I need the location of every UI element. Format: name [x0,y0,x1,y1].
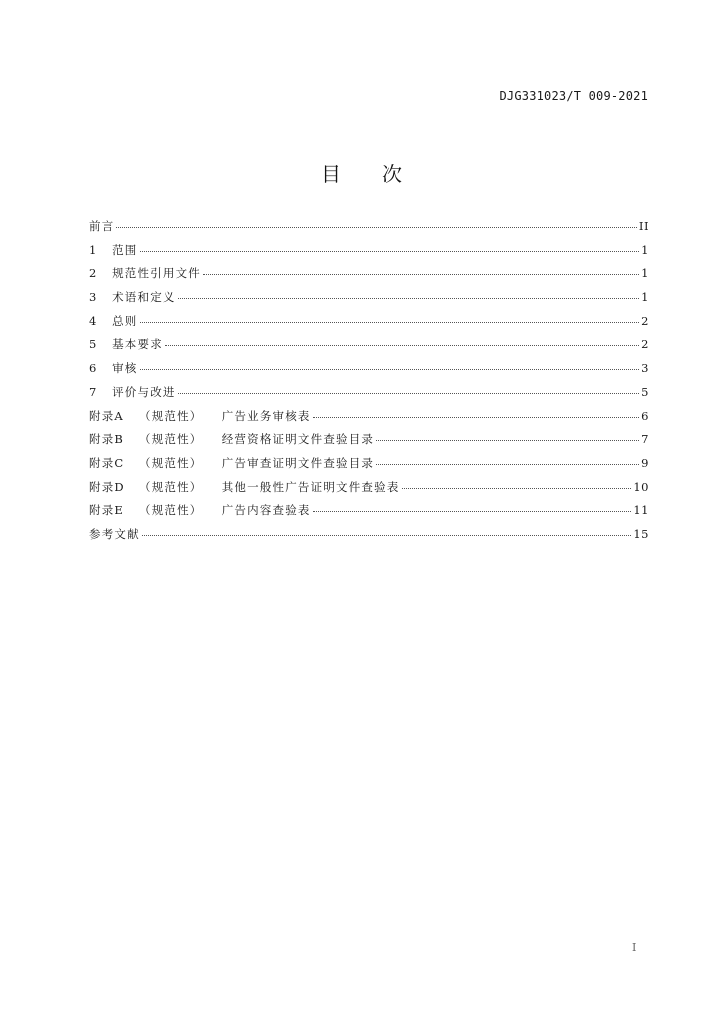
toc-entry-text: 其他一般性广告证明文件查验表 [221,479,400,494]
toc-entry-5[interactable] [89,336,649,360]
toc-entry-appendix-b[interactable] [89,431,649,455]
toc-entry-1[interactable] [89,242,649,266]
toc-entry-number: 6 [89,361,98,376]
toc-entry-page: 2 [641,313,649,328]
toc-leader-dots [142,525,632,536]
toc-entry-appendix-e[interactable] [89,502,649,526]
toc-entry-3[interactable] [89,289,649,313]
toc-entry-text: 总则 [112,313,138,328]
toc-entry-page: 2 [641,337,649,352]
toc-entry-number: 3 [89,290,98,305]
toc-entry-page: 9 [641,455,649,470]
toc-leader-dots [402,478,632,489]
toc-leader-dots [178,383,640,394]
toc-leader-dots [140,359,640,370]
toc-entry-references[interactable] [89,526,649,550]
toc-title [0,158,724,187]
toc-entry-text: 广告业务审核表 [221,408,311,423]
toc-entry-page: 5 [641,384,649,399]
toc-entry-number: 5 [89,337,98,352]
toc-leader-dots [203,264,639,275]
toc-entry-page: 1 [641,266,649,281]
toc-entry-2[interactable] [89,265,649,289]
toc-entry-label: 前言 [89,219,115,233]
appendix-tag: 附录D [89,479,125,494]
toc-entry-label [89,384,176,400]
toc-entry-text: 广告审查证明文件查验目录 [221,455,375,470]
appendix-tag: 附录B [89,432,125,447]
toc-leader-dots [376,454,639,465]
toc-title-part2: 次 [382,162,403,186]
page-number: I [632,941,637,954]
appendix-tag: 附录C [89,455,125,470]
toc-leader-dots [140,241,640,252]
appendix-nature: （规范性） [139,455,203,470]
appendix-tag: 附录A [89,408,124,423]
toc-leader-dots [376,430,639,441]
toc-entry-number: 1 [89,242,98,257]
toc-entry-label [89,242,138,258]
appendix-nature: （规范性） [139,432,203,447]
toc-entry-page: 11 [633,503,649,518]
toc-entry-number: 4 [89,313,98,328]
toc-entry-label [89,289,176,305]
toc-title-part1: 目 [321,162,342,186]
toc-entry-label: 参考文献 [89,526,140,541]
toc-entry-page: 6 [641,408,649,423]
toc-leader-dots [116,217,637,228]
toc-entry-page: 10 [633,479,649,494]
toc-entry-text: 评价与改进 [112,384,176,399]
toc-leader-dots [313,407,640,418]
toc-entry-number: 2 [89,266,98,281]
toc-entry-text: 范围 [112,242,138,257]
toc-entry-text: 规范性引用文件 [112,266,202,281]
toc-entry-number: 7 [89,384,98,399]
document-code: DJG331023/T 009-2021 [499,89,648,103]
toc-entry-text: 广告内容查验表 [221,503,311,518]
toc-entry-page: 7 [641,432,649,447]
toc-entry-label [89,336,163,352]
toc-entry-text: 审核 [112,361,138,376]
toc-entry-page: II [638,219,649,233]
toc-entry-text: 术语和定义 [112,290,176,305]
toc-leader-dots [165,335,639,346]
toc-leader-dots [140,312,640,323]
toc-entry-text: 基本要求 [112,337,163,352]
toc-entry-page: 1 [641,242,649,257]
toc-entry-label [89,455,374,471]
toc-entry-4[interactable] [89,313,649,337]
appendix-nature: （规范性） [139,503,203,518]
toc-entry-text: 经营资格证明文件查验目录 [221,432,375,447]
toc-entry-label [89,360,138,376]
toc-entry-foreword[interactable] [89,218,649,242]
toc-entry-label [89,431,374,447]
table-of-contents [89,218,649,550]
toc-entry-label [89,408,311,424]
toc-entry-7[interactable] [89,384,649,408]
appendix-nature: （规范性） [139,479,203,494]
appendix-nature: （规范性） [139,408,203,423]
toc-entry-6[interactable] [89,360,649,384]
toc-entry-appendix-a[interactable] [89,408,649,432]
toc-entry-page: 1 [641,290,649,305]
toc-entry-page: 15 [633,526,649,541]
appendix-tag: 附录E [89,503,124,518]
toc-leader-dots [313,501,632,512]
toc-entry-label [89,265,201,281]
toc-entry-page: 3 [641,361,649,376]
toc-entry-appendix-c[interactable] [89,455,649,479]
toc-entry-label [89,502,311,518]
toc-entry-label [89,313,138,329]
toc-entry-appendix-d[interactable] [89,479,649,503]
toc-entry-label [89,479,400,495]
toc-leader-dots [178,288,640,299]
